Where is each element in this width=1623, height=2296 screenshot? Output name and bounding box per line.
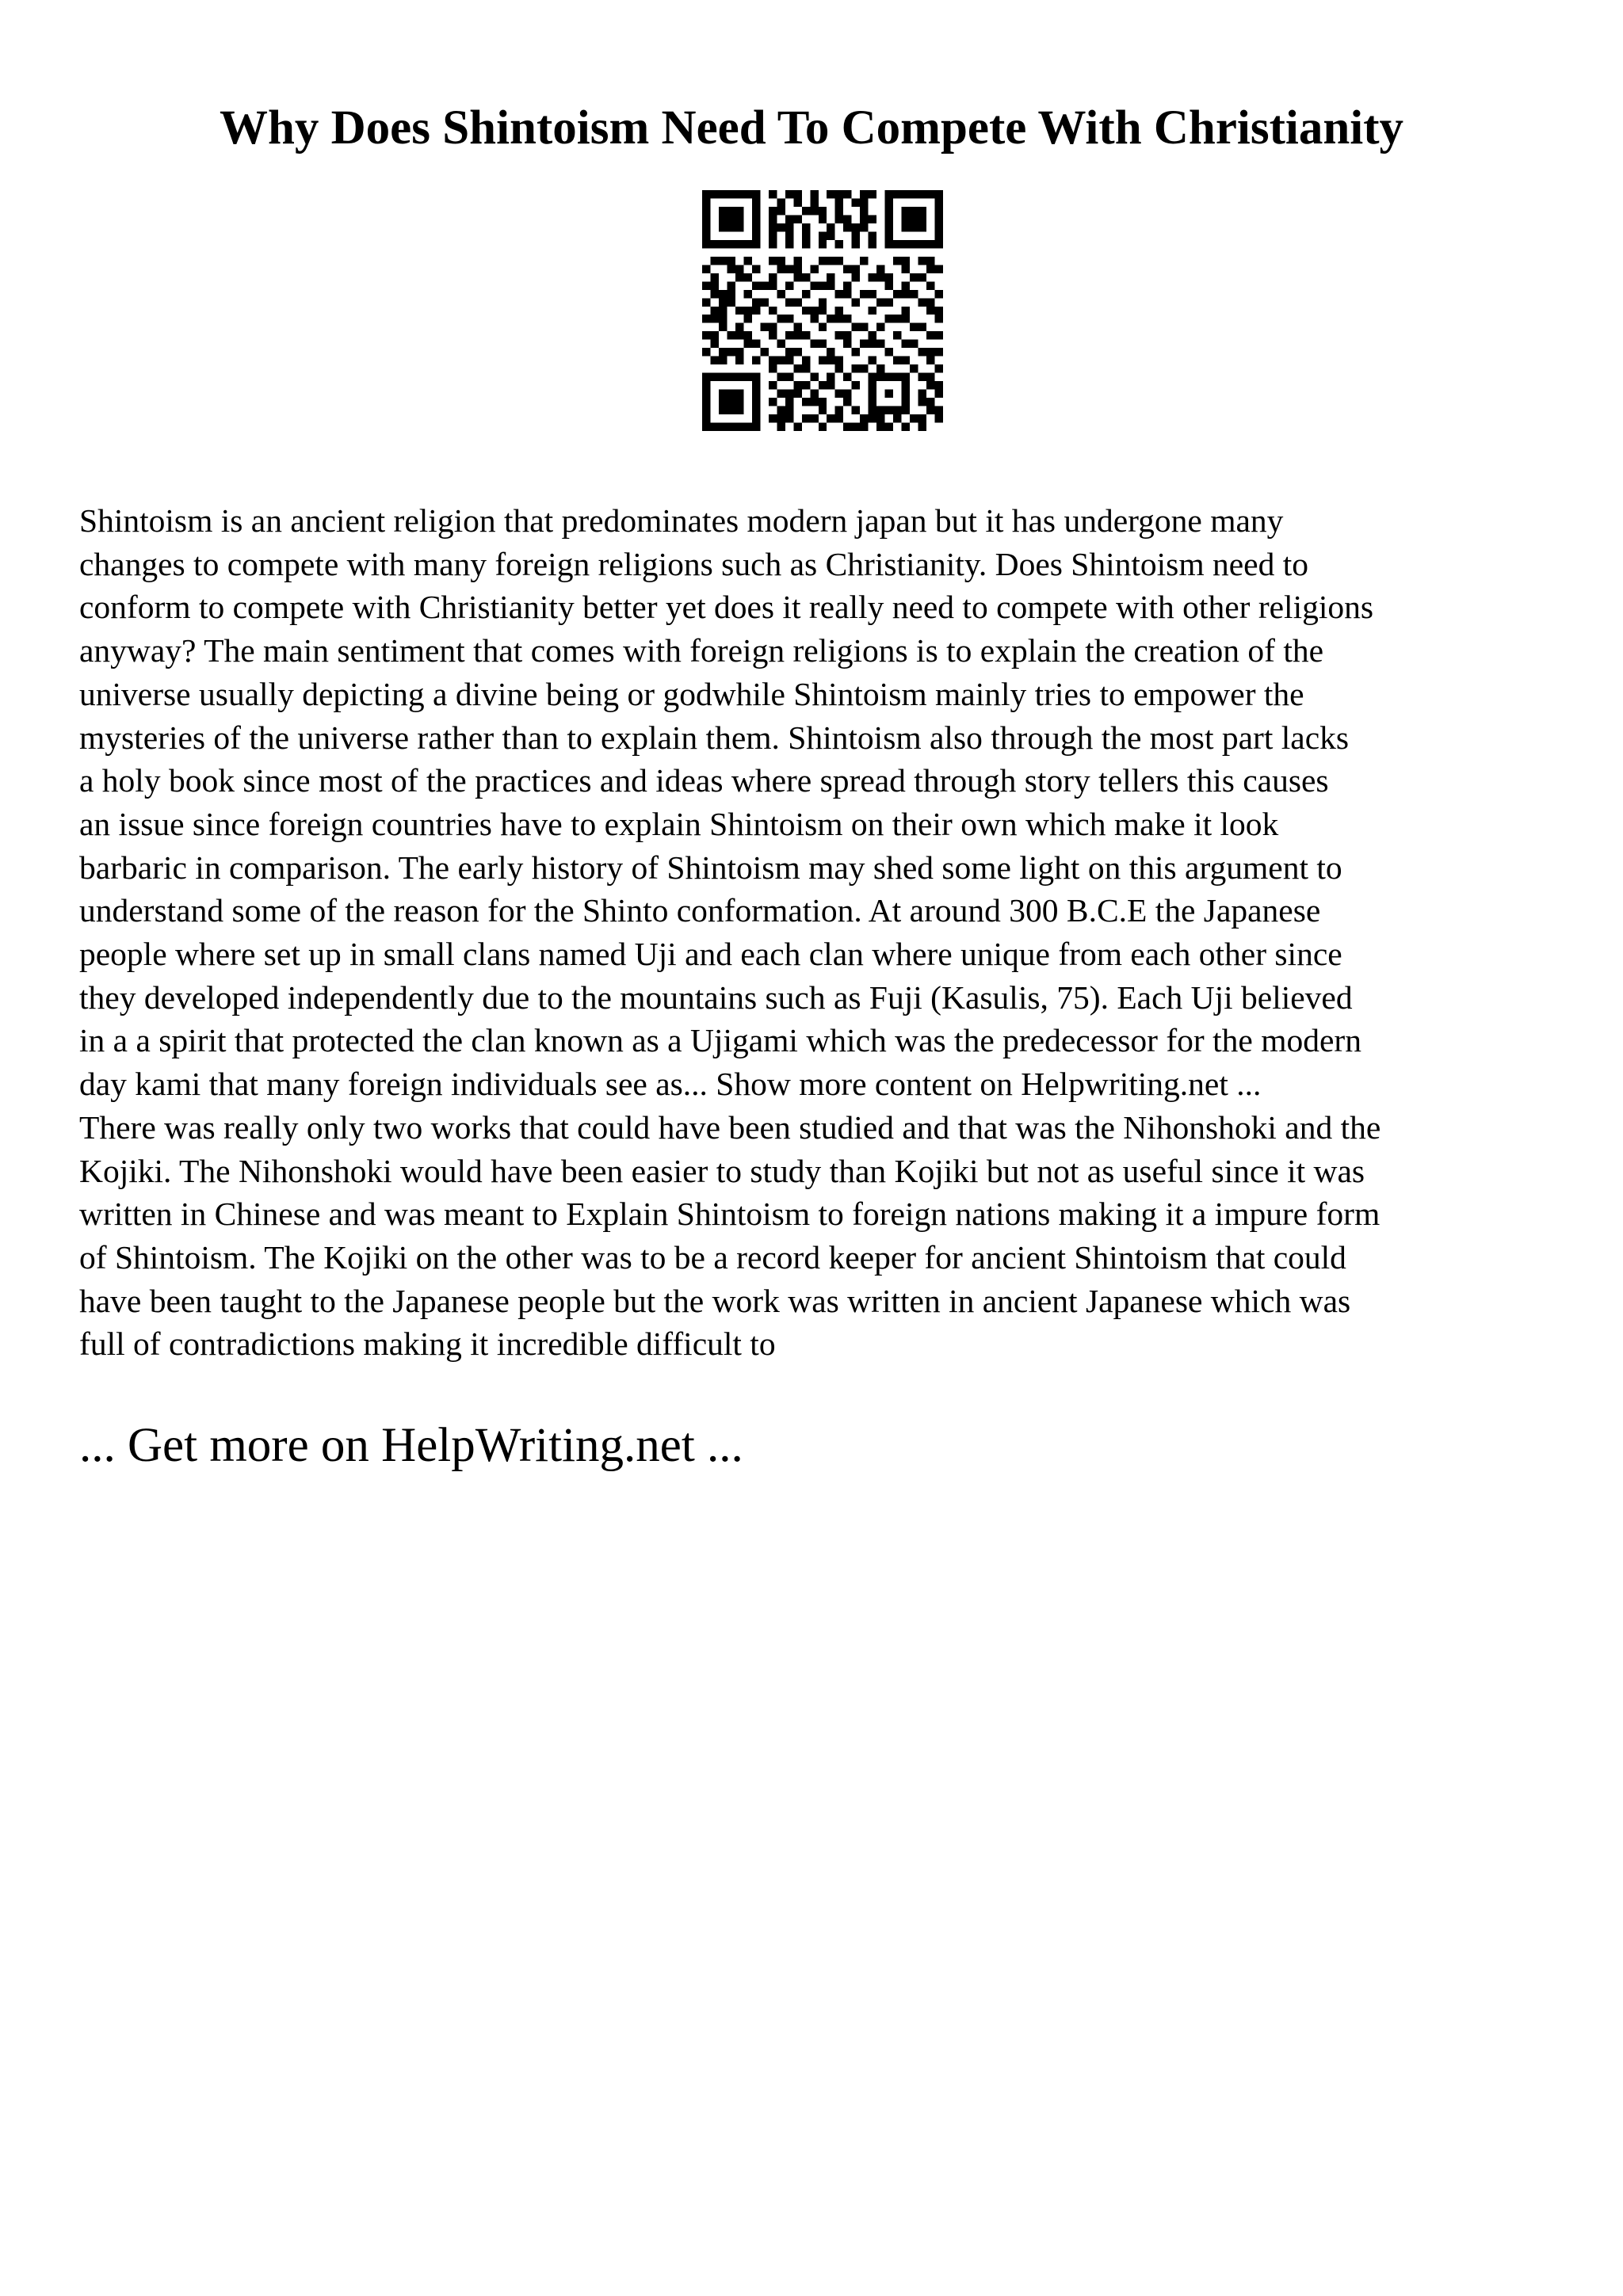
- body-line: barbaric in comparison. The early history of Shintoism may shed some light on this argument to: [79, 849, 1342, 886]
- body-line: have been taught to the Japanese people but the work was written in ancient Japanese which was: [79, 1282, 1351, 1319]
- body-line: of Shintoism. The Kojiki on the other was to be a record keeper for ancient Shintoism that could: [79, 1238, 1346, 1276]
- body-line: a holy book since most of the practices and ideas where spread through story tellers this causes: [79, 762, 1329, 799]
- document-title: Why Does Shintoism Need To Compete With Christianity: [219, 101, 1404, 154]
- body-line: changes to compete with many foreign religions such as Christianity. Does Shintoism need to: [79, 545, 1308, 582]
- document-body: [79, 499, 1553, 1366]
- body-line: full of contradictions making it incredible difficult to: [79, 1325, 776, 1363]
- body-line: conform to compete with Christianity better yet does it really need to compete with other religions: [79, 589, 1374, 626]
- body-line: Shintoism is an ancient religion that predominates modern japan but it has undergone many: [79, 502, 1284, 539]
- body-line: universe usually depicting a divine being or godwhile Shintoism mainly tries to empower the: [79, 675, 1304, 712]
- body-line: understand some of the reason for the Shinto conformation. At around 300 B.C.E the Japanese: [79, 892, 1321, 929]
- body-line: they developed independently due to the mountains such as Fuji (Kasulis, 75). Each Uji believed: [79, 978, 1353, 1016]
- body-line: anyway? The main sentiment that comes with foreign religions is to explain the creation of the: [79, 632, 1324, 669]
- get-more-link[interactable]: ... Get more on HelpWriting.net ...: [79, 1419, 743, 1472]
- body-line: There was really only two works that could have been studied and that was the Nihonshoki and the: [79, 1108, 1381, 1146]
- body-line: an issue since foreign countries have to explain Shintoism on their own which make it look: [79, 805, 1279, 842]
- qr-code-icon: [702, 190, 943, 431]
- body-line: people where set up in small clans named Uji and each clan where unique from each other since: [79, 936, 1342, 973]
- body-line: Kojiki. The Nihonshoki would have been easier to study than Kojiki but not as useful since it was: [79, 1152, 1365, 1189]
- body-line: in a a spirit that protected the clan known as a Ujigami which was the predecessor for the modern: [79, 1022, 1361, 1059]
- body-line: written in Chinese and was meant to Explain Shintoism to foreign nations making it a impure form: [79, 1196, 1381, 1233]
- body-line: mysteries of the universe rather than to explain them. Shintoism also through the most part lacks: [79, 719, 1350, 756]
- body-line-show-more[interactable]: day kami that many foreign individuals see as... Show more content on Helpwriting.net ...: [79, 1066, 1262, 1103]
